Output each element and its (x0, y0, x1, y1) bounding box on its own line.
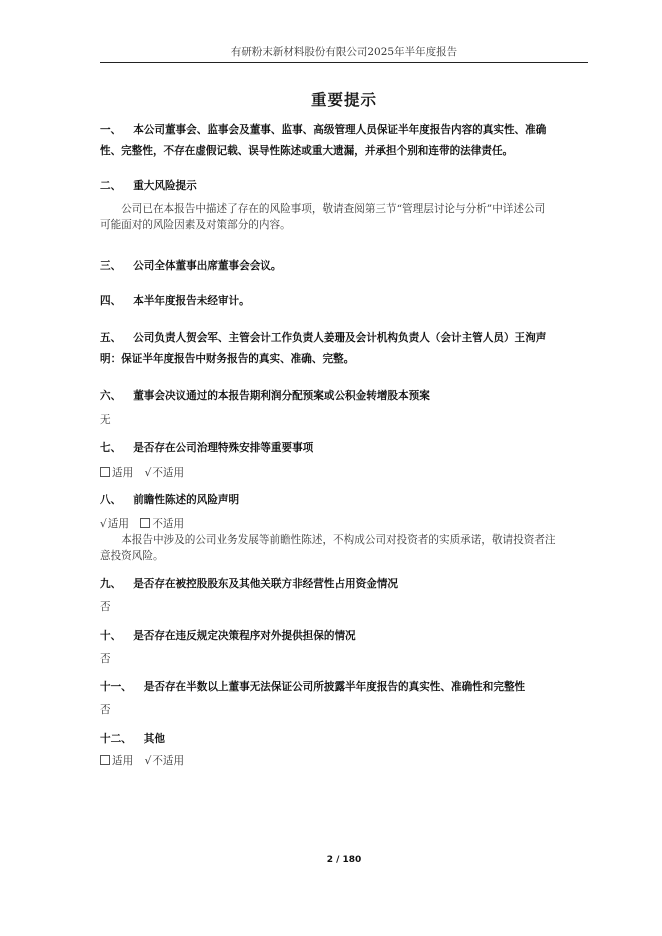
section-heading: 前瞻性陈述的风险声明 (133, 494, 240, 506)
running-header: 有研粉末新材料股份有限公司2025年半年度报告 (230, 46, 458, 58)
paragraph-line: 公司已在本报告中描述了存在的风险事项，敬请查阅第三节“管理层讨论与分析”中详述公司 (121, 203, 546, 215)
option-applicable (100, 516, 129, 532)
checkbox-empty-icon (140, 518, 150, 528)
section-number: 十、 (100, 630, 122, 642)
section-number: 八、 (100, 494, 122, 506)
section-heading: 其他 (143, 733, 165, 745)
checkmark-icon: √ (100, 518, 107, 530)
option-label: 不适用 (152, 755, 185, 767)
paragraph-line: 可能面对的风险因素及对策部分的内容。 (100, 219, 291, 231)
section-text: 本半年度报告未经审计。 (133, 295, 250, 307)
section-heading: 是否存在半数以上董事无法保证公司所披露半年度报告的真实性、准确性和完整性 (143, 681, 526, 693)
section-3 (100, 256, 592, 277)
paragraph-line: 本报告中涉及的公司业务发展等前瞻性陈述，不构成公司对投资者的实质承诺，敬请投资者注 (121, 534, 556, 546)
option-label: 适用 (112, 755, 134, 767)
section-number: 七、 (100, 442, 122, 454)
header-rule (100, 62, 588, 63)
option-label: 不适用 (152, 518, 185, 530)
section-9-answer: 否 (100, 601, 111, 613)
option-not-applicable (145, 753, 185, 769)
section-heading: 是否存在被控股股东及其他关联方非经营性占用资金情况 (133, 578, 399, 590)
section-4 (100, 291, 592, 312)
section-10-answer: 否 (100, 653, 111, 665)
section-text: 本公司董事会、监事会及董事、监事、高级管理人员保证半年度报告内容的真实性、准确 (133, 124, 547, 136)
section-heading: 是否存在公司治理特殊安排等重要事项 (133, 442, 314, 454)
section-12-options (100, 753, 592, 769)
option-applicable (100, 753, 133, 769)
section-5 (100, 328, 592, 370)
section-number: 一、 (100, 124, 122, 136)
section-7-options (100, 465, 592, 481)
section-number: 三、 (100, 260, 122, 272)
option-not-applicable (145, 465, 185, 481)
section-12 (100, 729, 592, 750)
checkmark-icon: √ (144, 467, 152, 479)
checkmark-icon: √ (144, 755, 152, 767)
checkbox-empty-icon (100, 467, 110, 477)
section-8-options (100, 516, 592, 532)
section-number: 二、 (100, 180, 122, 192)
section-11-answer: 否 (100, 704, 111, 716)
section-6 (100, 386, 592, 407)
section-heading: 董事会决议通过的本报告期利润分配预案或公积金转增股本预案 (133, 390, 430, 402)
section-2 (100, 176, 592, 197)
section-text: 公司负责人贺会军、主管会计工作负责人姜珊及会计机构负责人（会计主管人员）王洵声 (133, 332, 547, 344)
option-label: 适用 (112, 467, 134, 479)
section-9 (100, 574, 592, 595)
section-text-continued: 明：保证半年度报告中财务报告的真实、准确、完整。 (100, 353, 355, 365)
section-heading: 是否存在违反规定决策程序对外提供担保的情况 (133, 630, 356, 642)
section-text: 公司全体董事出席董事会会议。 (133, 260, 282, 272)
section-1 (100, 120, 592, 162)
section-number: 四、 (100, 295, 122, 307)
section-number: 十一、 (100, 681, 132, 693)
section-10 (100, 626, 592, 647)
page-number: 2 / 180 (326, 855, 362, 865)
section-8 (100, 490, 592, 511)
section-2-body (100, 201, 592, 233)
section-heading: 重大风险提示 (133, 180, 197, 192)
section-number: 十二、 (100, 733, 132, 745)
option-applicable (100, 465, 133, 481)
section-11 (100, 677, 592, 698)
checkbox-empty-icon (100, 755, 110, 765)
option-not-applicable (140, 516, 184, 532)
section-number: 六、 (100, 390, 122, 402)
paragraph-line: 意投资风险。 (100, 550, 164, 562)
page-title: 重要提示 (310, 91, 377, 109)
option-label: 不适用 (152, 467, 185, 479)
section-6-answer: 无 (100, 414, 111, 426)
section-number: 九、 (100, 578, 122, 590)
section-number: 五、 (100, 332, 122, 344)
section-text-continued: 性、完整性，不存在虚假记载、误导性陈述或重大遗漏，并承担个别和连带的法律责任。 (100, 145, 514, 157)
section-7 (100, 438, 592, 459)
option-label: 适用 (107, 518, 129, 530)
section-8-body (100, 532, 592, 564)
